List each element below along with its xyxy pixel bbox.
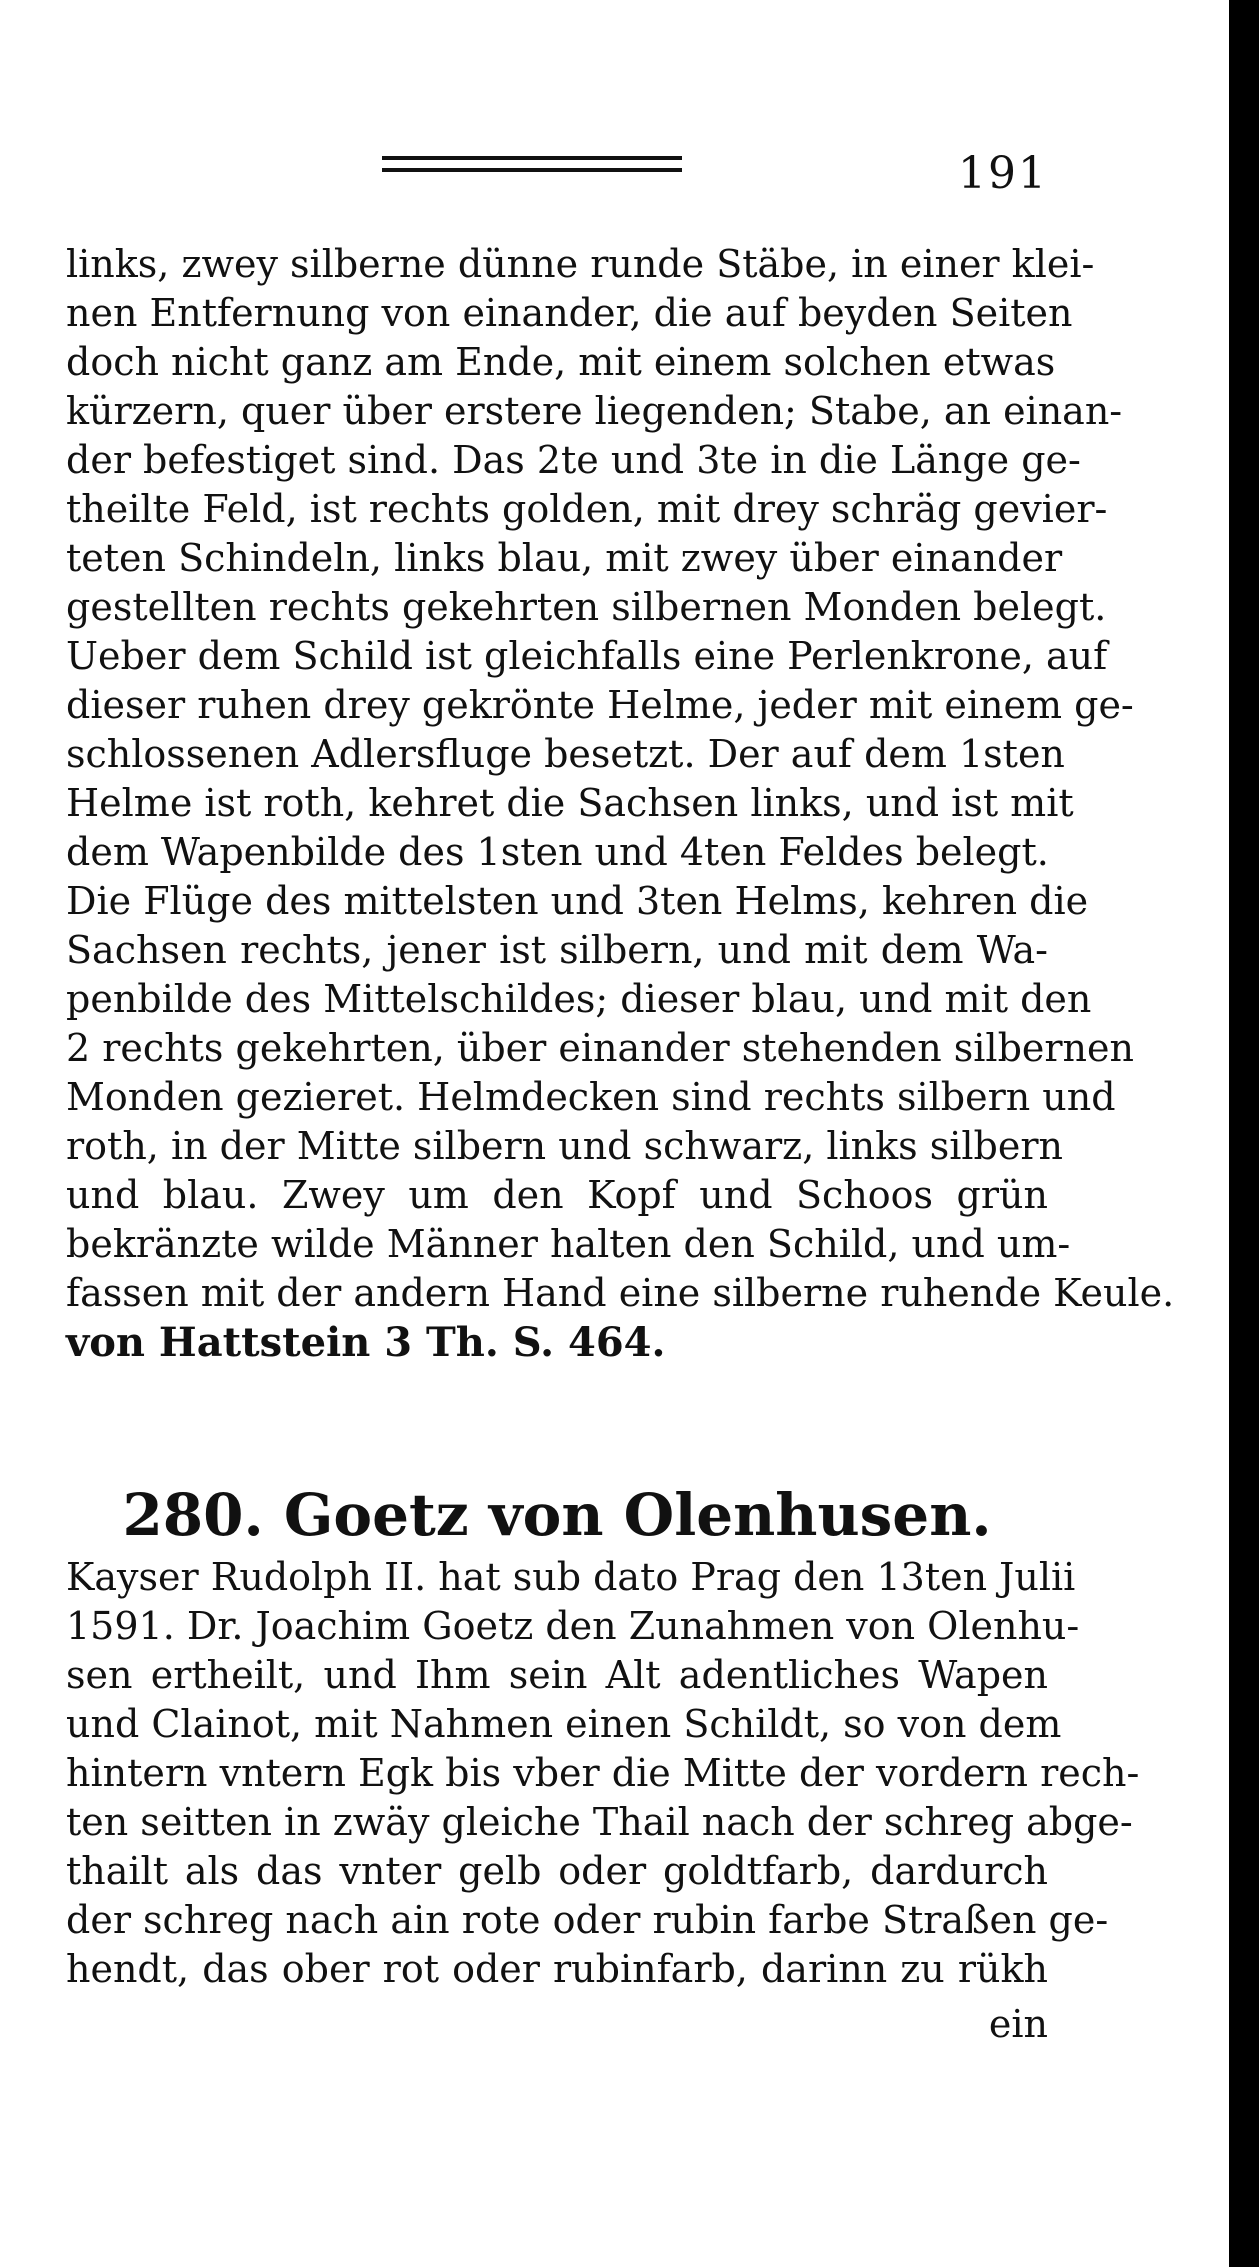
text-line: bekränzte wilde Männer halten den Schild, und um- [66, 1222, 1071, 1266]
text-line: roth, in der Mitte silbern und schwarz, links silbern [66, 1124, 1063, 1168]
text-line: der schreg nach ain rote oder rubin farbe Straßen ge- [66, 1898, 1109, 1942]
text-line: Die Flüge des mittelsten und 3ten Helms, kehren die [66, 879, 1089, 923]
text-line: thailt als das vnter gelb oder goldtfarb, dardurch [66, 1849, 1048, 1893]
text-line: Ueber dem Schild ist gleichfalls eine Perlenkrone, auf [66, 634, 1108, 678]
scan-edge-band [1229, 0, 1259, 2267]
text-line: ten seitten in zwäy gleiche Thail nach der schreg abge- [66, 1800, 1133, 1844]
text-line: 1591. Dr. Joachim Goetz den Zunahmen von Olenhu- [66, 1604, 1080, 1648]
text-line: gestellten rechts gekehrten silbernen Monden belegt. [66, 585, 1107, 629]
text-line: nen Entfernung von einander, die auf beyden Seiten [66, 291, 1073, 335]
text-line: dieser ruhen drey gekrönte Helme, jeder mit einem ge- [66, 683, 1134, 727]
text-line: und blau. Zwey um den Kopf und Schoos grün [66, 1173, 1048, 1217]
text-line: und Clainot, mit Nahmen einen Schildt, so von dem [66, 1702, 1062, 1746]
text-line: 2 rechts gekehrten, über einander stehenden silbernen [66, 1026, 1134, 1070]
text-line: hintern vntern Egk bis vber die Mitte der vordern rech- [66, 1751, 1140, 1795]
text-line: Helme ist roth, kehret die Sachsen links, und ist mit [66, 781, 1074, 825]
header-ornament-rule [382, 152, 682, 178]
text-line: doch nicht ganz am Ende, mit einem solchen etwas [66, 340, 1056, 384]
text-line: kürzern, quer über erstere liegenden; Stabe, an einan- [66, 389, 1123, 433]
catchword: ein [988, 2002, 1048, 2046]
text-line: theilte Feld, ist rechts golden, mit drey schräg gevier- [66, 487, 1108, 531]
page-number: 191 [958, 148, 1048, 199]
text-line: Sachsen rechts, jener ist silbern, und mit dem Wa- [66, 928, 1048, 972]
lower-text-block [66, 1553, 1140, 1994]
text-line: schlossenen Adlersfluge besetzt. Der auf dem 1sten [66, 732, 1065, 776]
text-line: penbilde des Mittelschildes; dieser blau, und mit den [66, 977, 1092, 1021]
text-line: fassen mit der andern Hand eine silberne ruhende Keule. [66, 1271, 1175, 1315]
ornament-line-bottom [382, 168, 682, 172]
text-line: Kayser Rudolph II. hat sub dato Prag den 13ten Julii [66, 1555, 1076, 1599]
text-line: sen ertheilt, und Ihm sein Alt adentliches Wapen [66, 1653, 1048, 1697]
upper-text-block [66, 240, 1175, 1367]
section-heading: 280. Goetz von Olenhusen. [122, 1481, 992, 1549]
text-line: links, zwey silberne dünne runde Stäbe, in einer klei- [66, 242, 1095, 286]
text-line: teten Schindeln, links blau, mit zwey über einander [66, 536, 1063, 580]
text-line: hendt, das ober rot oder rubinfarb, darinn zu rükh [66, 1947, 1048, 1991]
text-line: Monden gezieret. Helmdecken sind rechts silbern und [66, 1075, 1116, 1119]
text-line: dem Wapenbilde des 1sten und 4ten Feldes belegt. [66, 830, 1049, 874]
text-line: der befestiget sind. Das 2te und 3te in die Länge ge- [66, 438, 1081, 482]
ornament-line-top [382, 156, 682, 160]
source-reference: von Hattstein 3 Th. S. 464. [66, 1319, 666, 1366]
